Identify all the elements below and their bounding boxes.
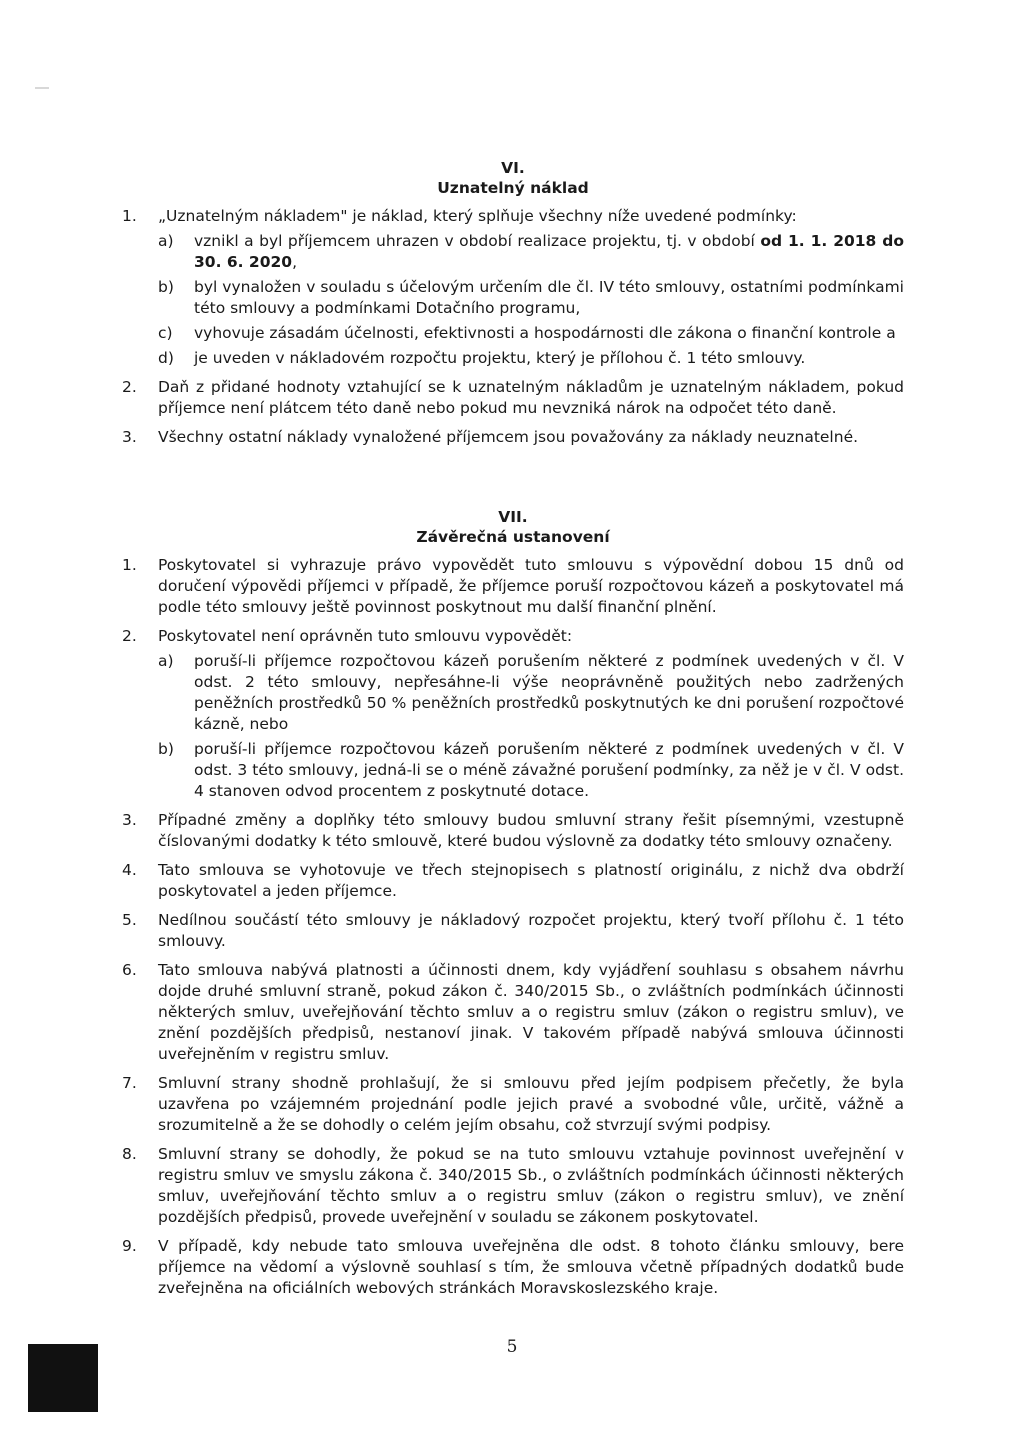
clause-item <box>122 206 904 369</box>
clause-text: Tato smlouva se vyhotovuje ve třech stejnopisech s platností originálu, z nichž dva obdrží poskytovatel a jeden příjemce. <box>158 861 904 900</box>
clause-number: 8. <box>122 1145 137 1163</box>
sub-clause <box>158 323 904 344</box>
clause-text: Poskytovatel si vyhrazuje právo vypovědět tuto smlouvu s výpovědní dobou 15 dnů od doručení výpovědi příjemci v případě, že příjemce poruší rozpočtovou kázeň a poskytovatel má podle této smlouvy ještě povinnost poskytnout mu další finanční plnění. <box>158 556 904 616</box>
sub-clause-letter: a) <box>158 232 174 250</box>
clause-number: 9. <box>122 1237 137 1255</box>
clause-text: „Uznatelným nákladem" je náklad, který splňuje všechny níže uvedené podmínky: <box>158 207 797 225</box>
clause-text: Poskytovatel není oprávněn tuto smlouvu vypovědět: <box>158 627 573 645</box>
clause-text: V případě, kdy nebude tato smlouva uveřejněna dle odst. 8 tohoto článku smlouvy, bere příjemce na vědomí a výslovně souhlasí s tím, že smlouva včetně případných dodatků bude zveřejněna na oficiálních webových stránkách Moravskoslezského kraje. <box>158 1237 904 1297</box>
section-title: Uznatelný náklad <box>437 179 589 197</box>
scan-speck <box>35 87 49 89</box>
sub-clause-text: poruší-li příjemce rozpočtovou kázeň porušením některé z podmínek uvedených v čl. V odst. 3 této smlouvy, jedná-li se o méně závažné porušení podmínky, za něž je v čl. V odst. 4 stanoven odvod procentem z poskytnuté dotace. <box>194 740 904 800</box>
clause-item <box>122 555 904 618</box>
clause-number: 1. <box>122 556 137 574</box>
sub-clause-text: vyhovuje zásadám účelnosti, efektivnosti a hospodárnosti dle zákona o finanční kontrole a <box>194 324 896 342</box>
clause-text: Tato smlouva nabývá platnosti a účinnosti dnem, kdy vyjádření souhlasu s obsahem návrhu dojde druhé smluvní straně, pokud zákon č. 340/2015 Sb., o zvláštních podmínkách účinnosti některých smluv, uveřejňování těchto smluv a o registru smluv (zákon o registru smluv), ve znění pozdějších předpisů, nestanoví jinak. V takovém případě nabývá smlouva účinnosti uveřejněním v registru smluv. <box>158 961 904 1063</box>
clause-item <box>122 960 904 1065</box>
sub-clause-text: je uveden v nákladovém rozpočtu projektu, který je přílohou č. 1 této smlouvy. <box>194 349 806 367</box>
page-number: 5 <box>506 1337 518 1357</box>
sub-clause <box>158 651 904 735</box>
section-vii <box>122 507 904 1307</box>
sub-clause <box>158 277 904 319</box>
clause-number: 2. <box>122 627 137 645</box>
clause-number: 3. <box>122 811 137 829</box>
sub-clause-letter: c) <box>158 324 173 342</box>
clause-item <box>122 1073 904 1136</box>
clause-number: 1. <box>122 207 137 225</box>
sub-clause-letter: b) <box>158 740 174 758</box>
section-number: VI. <box>501 159 525 177</box>
sub-clause-punct: , <box>292 253 298 271</box>
sub-clause-text: poruší-li příjemce rozpočtovou kázeň porušením některé z podmínek uvedených v čl. V odst. 2 této smlouvy, nepřesáhne-li výše neoprávněně použitých nebo zadržených peněžních prostředků 50 % peněžních prostředků poskytnutých ke dni porušení rozpočtové kázně, nebo <box>194 652 904 733</box>
redaction-block <box>28 1344 98 1412</box>
sub-clause-letter: b) <box>158 278 174 296</box>
section-title: Závěrečná ustanovení <box>416 528 610 546</box>
clause-item <box>122 1144 904 1228</box>
sub-clause-letter: a) <box>158 652 174 670</box>
clause-number: 2. <box>122 378 137 396</box>
clause-number: 5. <box>122 911 137 929</box>
clause-number: 4. <box>122 861 137 879</box>
sub-clause <box>158 231 904 273</box>
section-number: VII. <box>498 508 528 526</box>
clause-text: Nedílnou součástí této smlouvy je nákladový rozpočet projektu, který tvoří přílohu č. 1 této smlouvy. <box>158 911 904 950</box>
clause-text: Smluvní strany shodně prohlašují, že si smlouvu před jejím podpisem přečetly, že byla uzavřena po vzájemném projednání podle jejich pravé a svobodné vůle, určitě, vážně a srozumitelně a že se dohodly o celém jejím obsahu, což stvrzují svými podpisy. <box>158 1074 904 1134</box>
clause-text: Případné změny a doplňky této smlouvy budou smluvní strany řešit písemnými, vzestupně číslovanými dodatky k této smlouvě, které budou výslovně za dodatky této smlouvy označeny. <box>158 811 904 850</box>
sub-clause <box>158 348 904 369</box>
clause-item <box>122 626 904 802</box>
sub-clause-letter: d) <box>158 349 174 367</box>
clause-text: Smluvní strany se dohodly, že pokud se na tuto smlouvu vztahuje povinnost uveřejnění v registru smluv ve smyslu zákona č. 340/2015 Sb., o zvláštních podmínkách účinnosti některých smluv, uveřejňování těchto smluv a o registru smluv (zákon o registru smluv), ve znění pozdějších předpisů, provede uveřejnění v souladu se zákonem poskytovatel. <box>158 1145 904 1226</box>
clause-item <box>122 810 904 852</box>
period-dates: od 1. 1. 2018 do 30. 6. 2020 <box>194 232 905 271</box>
sub-clause-text: byl vynaložen v souladu s účelovým určením dle čl. IV této smlouvy, ostatními podmínkami této smlouvy a podmínkami Dotačního programu, <box>194 278 904 317</box>
clause-number: 6. <box>122 961 137 979</box>
clause-number: 3. <box>122 428 137 446</box>
clause-text: Všechny ostatní náklady vynaložené příjemcem jsou považovány za náklady neuznatelné. <box>158 428 859 446</box>
clause-item <box>122 860 904 902</box>
clause-number: 7. <box>122 1074 137 1092</box>
clause-item <box>122 427 904 448</box>
sub-clause-text: vznikl a byl příjemcem uhrazen v období realizace projektu, tj. v období <box>194 232 761 250</box>
clause-item <box>122 377 904 419</box>
clause-item <box>122 1236 904 1299</box>
sub-clause <box>158 739 904 802</box>
section-vi <box>122 158 904 456</box>
clause-item <box>122 910 904 952</box>
clause-text: Daň z přidané hodnoty vztahující se k uznatelným nákladům je uznatelným nákladem, pokud příjemce není plátcem této daně nebo pokud mu nevzniká nárok na odpočet této daně. <box>158 378 904 417</box>
